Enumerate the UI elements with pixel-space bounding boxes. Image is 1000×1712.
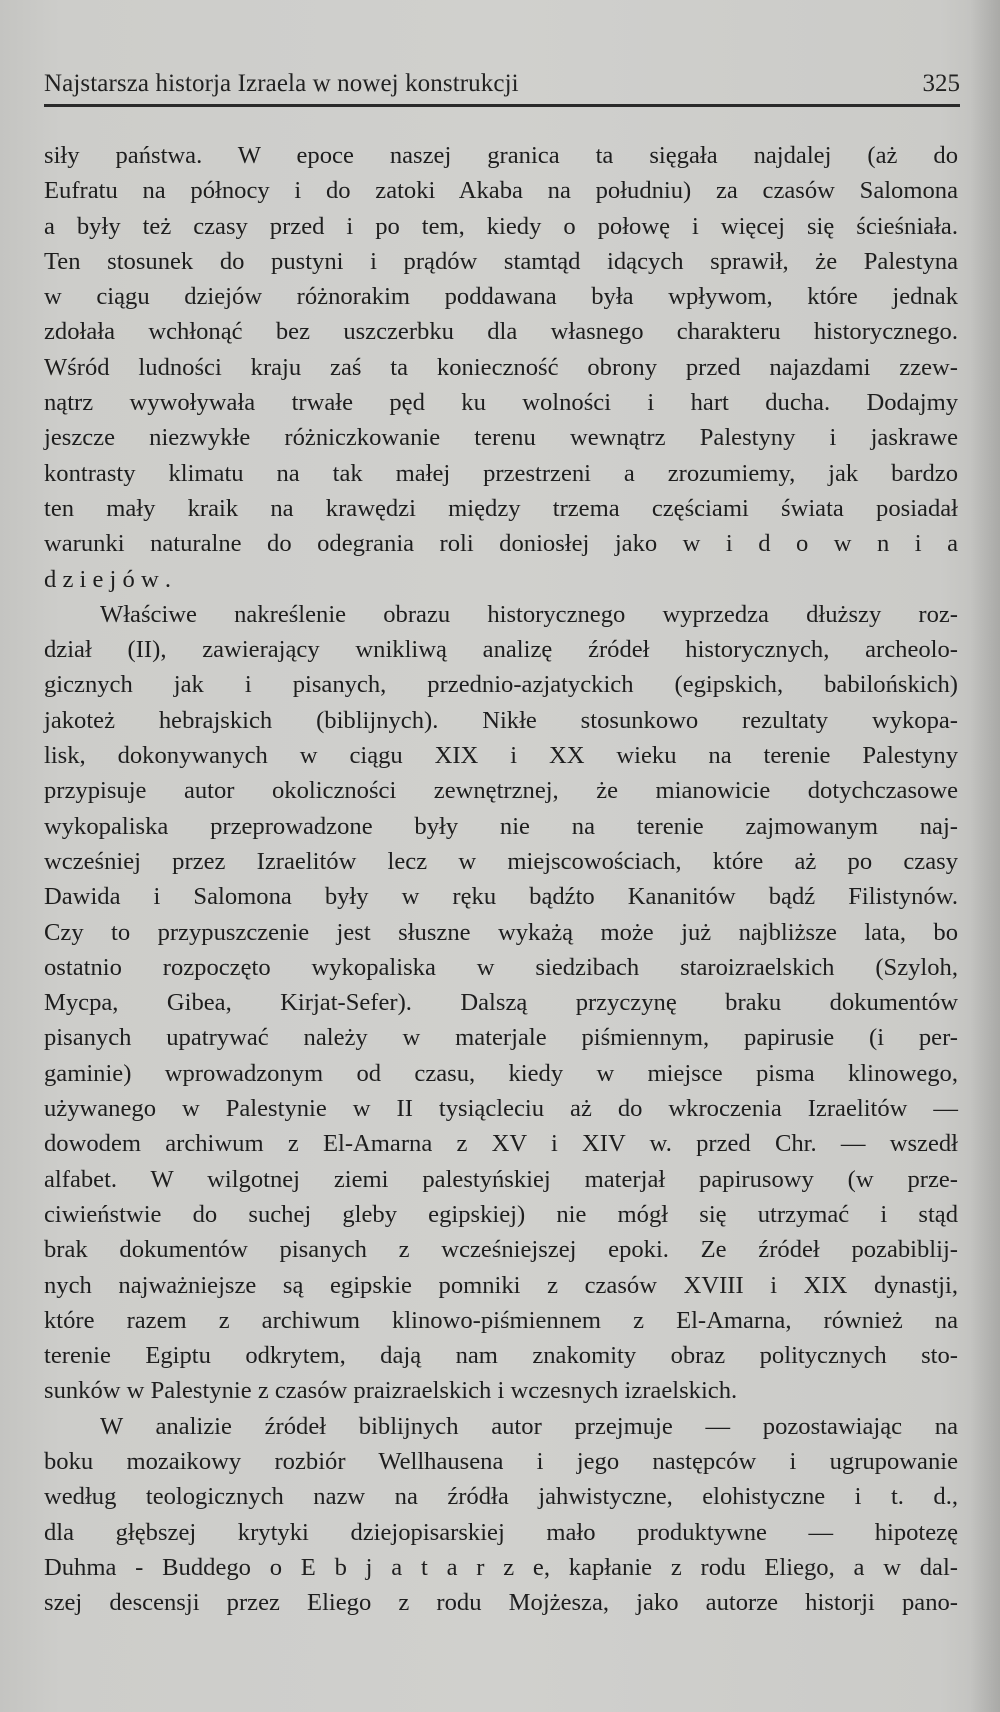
text-line: które razem z archiwum klinowo-piśmiennem z El-Amarna, również na: [44, 1306, 958, 1334]
text-line: Ten stosunek do pustyni i prądów stamtąd idących sprawił, że Palestyna: [44, 247, 958, 275]
text-line: Czy to przypuszczenie jest słuszne wykażą może już najbliższe lata, bo: [44, 918, 958, 946]
text-line: Eufratu na północy i do zatoki Akaba na południu) za czasów Salomona: [44, 177, 958, 205]
text-line: warunki naturalne do odegrania roli doniosłej jako w i d o w n i a: [44, 530, 958, 558]
text-line: Mycpa, Gibea, Kirjat-Sefer). Dalszą przyczynę braku dokumentów: [44, 989, 958, 1017]
text-line: siły państwa. W epoce naszej granica ta sięgała najdalej (aż do: [44, 142, 958, 169]
text-line: według teologicznych nazw na źródła jahwistyczne, elohistyczne i t. d.,: [44, 1483, 958, 1511]
text-line: W analizie źródeł biblijnych autor przejmuje — pozostawiając na: [100, 1412, 958, 1440]
text-line: jeszcze niezwykłe różniczkowanie terenu wewnątrz Palestyny i jaskrawe: [44, 424, 958, 452]
text-line: pisanych upatrywać należy w materjale piśmiennym, papirusie (i per-: [44, 1024, 958, 1052]
text-line: jakoteż hebrajskich (biblijnych). Nikłe stosunkowo rezultaty wykopa-: [44, 706, 958, 734]
text-line: Duhma - Buddego o E b j a t a r z e, kapłanie z rodu Eliego, a w dal-: [44, 1553, 958, 1581]
body-text: [44, 138, 958, 1620]
text-line: a były też czasy przed i po tem, kiedy o połowę i więcej się ścieśniała.: [44, 212, 958, 240]
header-rule: [44, 104, 960, 107]
page-number: 325: [922, 70, 960, 97]
text-line: sunków w Palestynie z czasów praizraelskich i wczesnych izraelskich.: [44, 1377, 738, 1405]
text-line: dla głębszej krytyki dziejopisarskiej mało produktywne — hipotezę: [44, 1518, 958, 1546]
text-line: ten mały kraik na krawędzi między trzema częściami świata posiadał: [44, 494, 958, 522]
running-title: Najstarsza historja Izraela w nowej konstrukcji: [44, 70, 519, 97]
text-line: kontrasty klimatu na tak małej przestrzeni a zrozumiemy, jak bardzo: [44, 459, 958, 487]
text-line: w ciągu dziejów różnorakim poddawana była wpływom, które jednak: [44, 283, 958, 311]
text-line: Dawida i Salomona były w ręku bądźto Kananitów bądź Filistynów.: [44, 883, 958, 911]
text-line: Właściwe nakreślenie obrazu historycznego wyprzedza dłuższy roz-: [100, 600, 958, 628]
page-header: [44, 66, 960, 106]
text-line: terenie Egiptu odkrytem, dają nam znakomity obraz politycznych sto-: [44, 1342, 958, 1370]
text-line: ostatnio rozpoczęto wykopaliska w siedzibach staroizraelskich (Szyloh,: [44, 953, 958, 981]
text-line: gaminie) wprowadzonym od czasu, kiedy w miejsce pisma klinowego,: [44, 1059, 958, 1087]
text-line: ciwieństwie do suchej gleby egipskiej) nie mógł się utrzymać i stąd: [44, 1200, 958, 1228]
text-line: gicznych jak i pisanych, przednio-azjatyckich (egipskich, babilońskich): [44, 671, 958, 699]
text-line: zdołała wchłonąć bez uszczerbku dla własnego charakteru historycznego.: [44, 318, 958, 346]
text-line: alfabet. W wilgotnej ziemi palestyńskiej materjał papirusowy (w prze-: [44, 1165, 958, 1193]
text-line: dowodem archiwum z El-Amarna z XV i XIV w. przed Chr. — wszedł: [44, 1130, 958, 1158]
text-line: lisk, dokonywanych w ciągu XIX i XX wieku na terenie Palestyny: [44, 742, 958, 770]
text-line: używanego w Palestynie w II tysiącleciu aż do wkroczenia Izraelitów —: [44, 1095, 958, 1123]
text-line: nych najważniejsze są egipskie pomniki z czasów XVIII i XIX dynastji,: [44, 1271, 958, 1299]
text-line: boku mozaikowy rozbiór Wellhausena i jego następców i ugrupowanie: [44, 1447, 958, 1475]
text-line: nątrz wywoływała trwałe pęd ku wolności i hart ducha. Dodajmy: [44, 389, 958, 417]
text-line: szej descensji przez Eliego z rodu Mojżesza, jako autorze historji pano-: [44, 1589, 958, 1617]
text-line: brak dokumentów pisanych z wcześniejszej epoki. Ze źródeł pozabiblij-: [44, 1236, 958, 1264]
text-line: wcześniej przez Izraelitów lecz w miejscowościach, które aż po czasy: [44, 847, 958, 875]
text-line: przypisuje autor okoliczności zewnętrznej, że mianowicie dotychczasowe: [44, 777, 958, 805]
text-line: wykopaliska przeprowadzone były nie na terenie zajmowanym naj-: [44, 812, 958, 840]
text-line: d z i e j ó w .: [44, 565, 172, 593]
text-line: dział (II), zawierający wnikliwą analizę źródeł historycznych, archeolo-: [44, 636, 958, 664]
text-line: Wśród ludności kraju zaś ta konieczność obrony przed najazdami zzew-: [44, 353, 958, 381]
